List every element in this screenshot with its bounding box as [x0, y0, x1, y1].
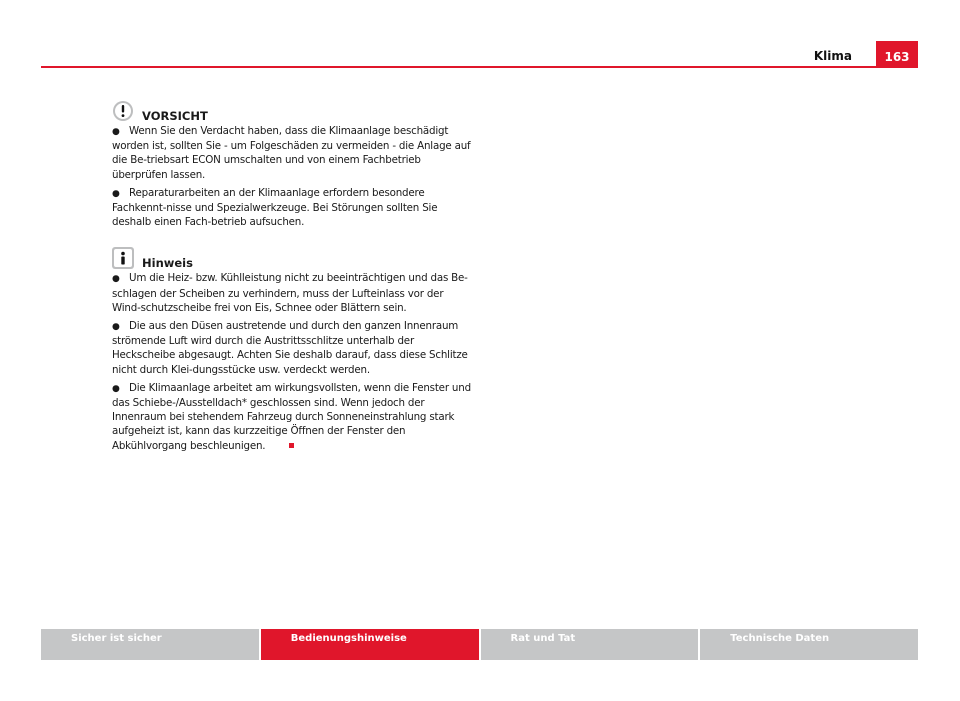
- warning-title: VORSICHT: [142, 109, 208, 123]
- bullet-marker: ●: [112, 322, 120, 333]
- footer-nav: [41, 629, 918, 660]
- bullet-marker: ●: [112, 188, 120, 199]
- warning-bullet-text: Wenn Sie den Verdacht haben, dass die Klimaanlage beschädigt worden ist, sollten Sie - um Folgeschäden zu vermeiden - die Anlage auf die Be-triebsart ECON umschalten und von einem Fachbetrieb überprüfen lassen.: [112, 125, 471, 181]
- footer-tab-technische-daten[interactable]: Technische Daten: [700, 629, 918, 660]
- warning-bullet: [112, 124, 472, 182]
- note-bullet-text: Um die Heiz- bzw. Kühlleistung nicht zu beeinträchtigen und das Be-schlagen der Scheiben zu verhindern, muss der Lufteinlass vor der Wind-schutzscheibe frei von Eis, Schnee oder Blättern sein.: [112, 272, 468, 314]
- page-content: [112, 100, 472, 457]
- page-number: 163: [876, 41, 918, 68]
- section-title: Klima: [813, 49, 852, 63]
- note-bullet-text: Die Klimaanlage arbeitet am wirkungsvollsten, wenn die Fenster und das Schiebe-/Ausstelldach* geschlossen sind. Wenn jedoch der Innenraum bei stehendem Fahrzeug durch Sonneneinstrahlung stark aufgeheizt ist, kann das kurzzeitige Öffnen der Fenster den Abkühlvorgang beschleunigen.: [112, 381, 471, 452]
- note-bullet-text: Die aus den Düsen austretende und durch den ganzen Innenraum strömende Luft wird durch die Austrittsschlitze unterhalb der Heckscheibe abgesaugt. Achten Sie deshalb darauf, dass diese Schlitze nicht durch Klei-dungsstücke usw. verdeckt werden.: [112, 320, 468, 376]
- footer-tab-sicher[interactable]: Sicher ist sicher: [41, 629, 259, 660]
- bullet-marker: ●: [112, 274, 120, 285]
- bullet-marker: ●: [112, 127, 120, 137]
- bullet-marker: ●: [112, 383, 120, 394]
- footer-tab-bedienungshinweise[interactable]: Bedienungshinweise: [261, 629, 479, 660]
- header-rule: [41, 66, 918, 68]
- section-end-marker: [289, 443, 294, 448]
- note-bullet: [112, 271, 472, 315]
- note-bullet: [112, 381, 472, 453]
- exclamation-icon: [112, 100, 134, 126]
- footer-tab-rat-und-tat[interactable]: Rat und Tat: [481, 629, 699, 660]
- info-icon: [112, 247, 134, 273]
- warning-bullet: [112, 186, 472, 230]
- warning-bullet-text: Reparaturarbeiten an der Klimaanlage erfordern besondere Fachkennt-nisse und Spezialwerkzeuge. Bei Störungen sollten Sie deshalb einen Fach-betrieb aufsuchen.: [112, 186, 438, 229]
- warning-header: [112, 100, 472, 122]
- note-header: [112, 247, 472, 269]
- note-bullet: [112, 319, 472, 377]
- note-title: Hinweis: [142, 256, 193, 271]
